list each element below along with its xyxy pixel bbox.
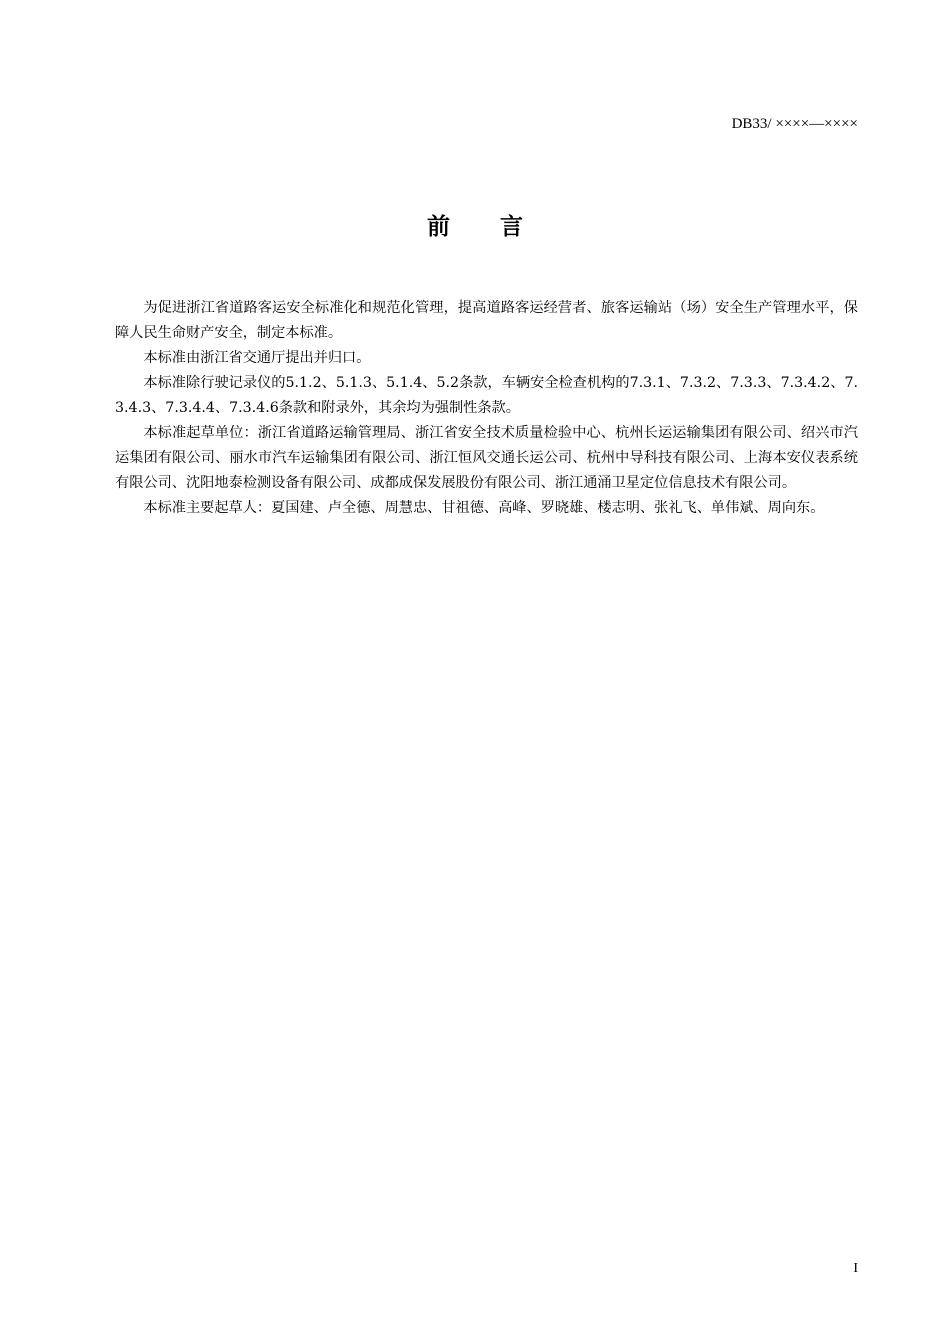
paragraph-proposer: 本标准由浙江省交通厅提出并归口。 bbox=[143, 350, 371, 366]
paragraph-mandatory-clauses: 本标准除行驶记录仪的5.1.2、5.1.3、5.1.4、5.2条款，车辆安全检查机构的7.3.1、7.3.2、7.3.3、7.3.4.2、7.3.4.3、7.3.4.4、7.3.4.6条款和附录外，其余均为强制性条款。 bbox=[115, 375, 858, 416]
standard-code: DB33/ ××××—×××× bbox=[731, 116, 858, 132]
paragraph-drafting-units: 本标准起草单位：浙江省道路运输管理局、浙江省安全技术质量检验中心、杭州长运运输集团有限公司、绍兴市汽运集团有限公司、丽水市汽车运输集团有限公司、浙江恒风交通长运公司、杭州中导科技有限公司、上海本安仪表系统有限公司、沈阳地泰检测设备有限公司、成都成保发展股份有限公司、浙江通涌卫星定位信息技术有限公司。 bbox=[115, 425, 858, 491]
foreword-body bbox=[115, 296, 858, 521]
paragraph-purpose: 为促进浙江省道路客运安全标准化和规范化管理，提高道路客运经营者、旅客运输站（场）安全生产管理水平，保障人民生命财产安全，制定本标准。 bbox=[115, 300, 858, 341]
paragraph-drafters: 本标准主要起草人：夏国建、卢全德、周慧忠、甘祖德、高峰、罗晓雄、楼志明、张礼飞、单伟斌、周向东。 bbox=[143, 500, 825, 516]
page-title: 前言 bbox=[427, 214, 573, 240]
page-number: I bbox=[853, 1261, 858, 1276]
